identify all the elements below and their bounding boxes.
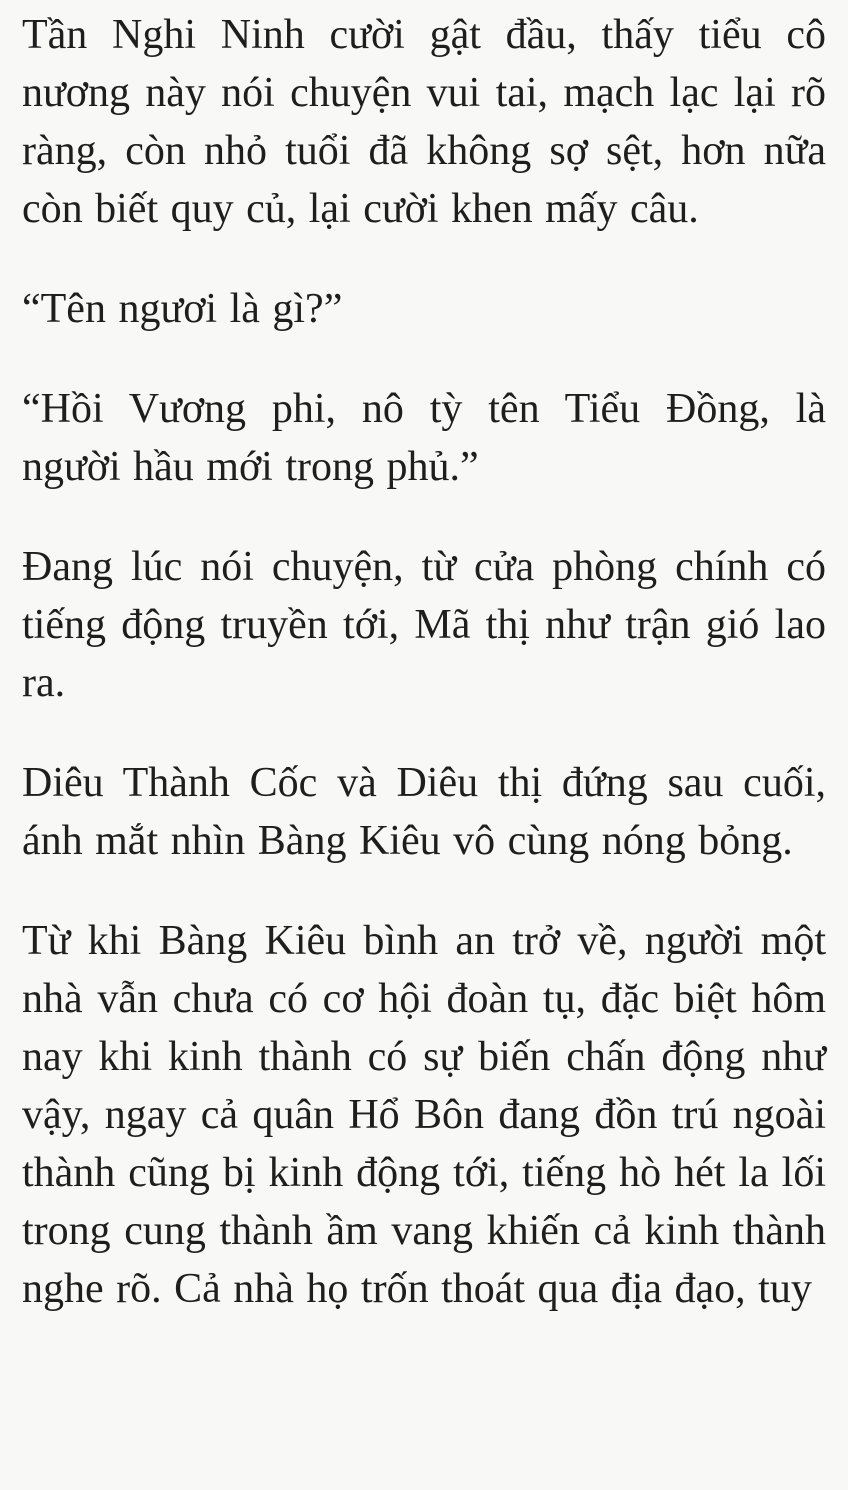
paragraph: “Hồi Vương phi, nô tỳ tên Tiểu Đồng, là người hầu mới trong phủ.” [22, 386, 826, 490]
paragraph: Đang lúc nói chuyện, từ cửa phòng chính có tiếng động truyền tới, Mã thị như trận gió lao ra. [22, 544, 826, 706]
paragraph: “Tên ngươi là gì?” [22, 286, 343, 332]
paragraph: Từ khi Bàng Kiêu bình an trở về, người một nhà vẫn chưa có cơ hội đoàn tụ, đặc biệt hôm nay khi kinh thành có sự biến chấn động như vậy, ngay cả quân Hổ Bôn đang đồn trú ngoài thành cũng bị kinh động tới, tiếng hò hét la lối trong cung thành ầm vang khiến cả kinh thành nghe rõ. Cả nhà họ trốn thoát qua địa đạo, tuy [22, 918, 826, 1312]
paragraph: Diêu Thành Cốc và Diêu thị đứng sau cuối, ánh mắt nhìn Bàng Kiêu vô cùng nóng bỏng. [22, 760, 826, 864]
paragraph: Tần Nghi Ninh cười gật đầu, thấy tiểu cô nương này nói chuyện vui tai, mạch lạc lại rõ ràng, còn nhỏ tuổi đã không sợ sệt, hơn nữa còn biết quy củ, lại cười khen mấy câu. [22, 12, 826, 232]
